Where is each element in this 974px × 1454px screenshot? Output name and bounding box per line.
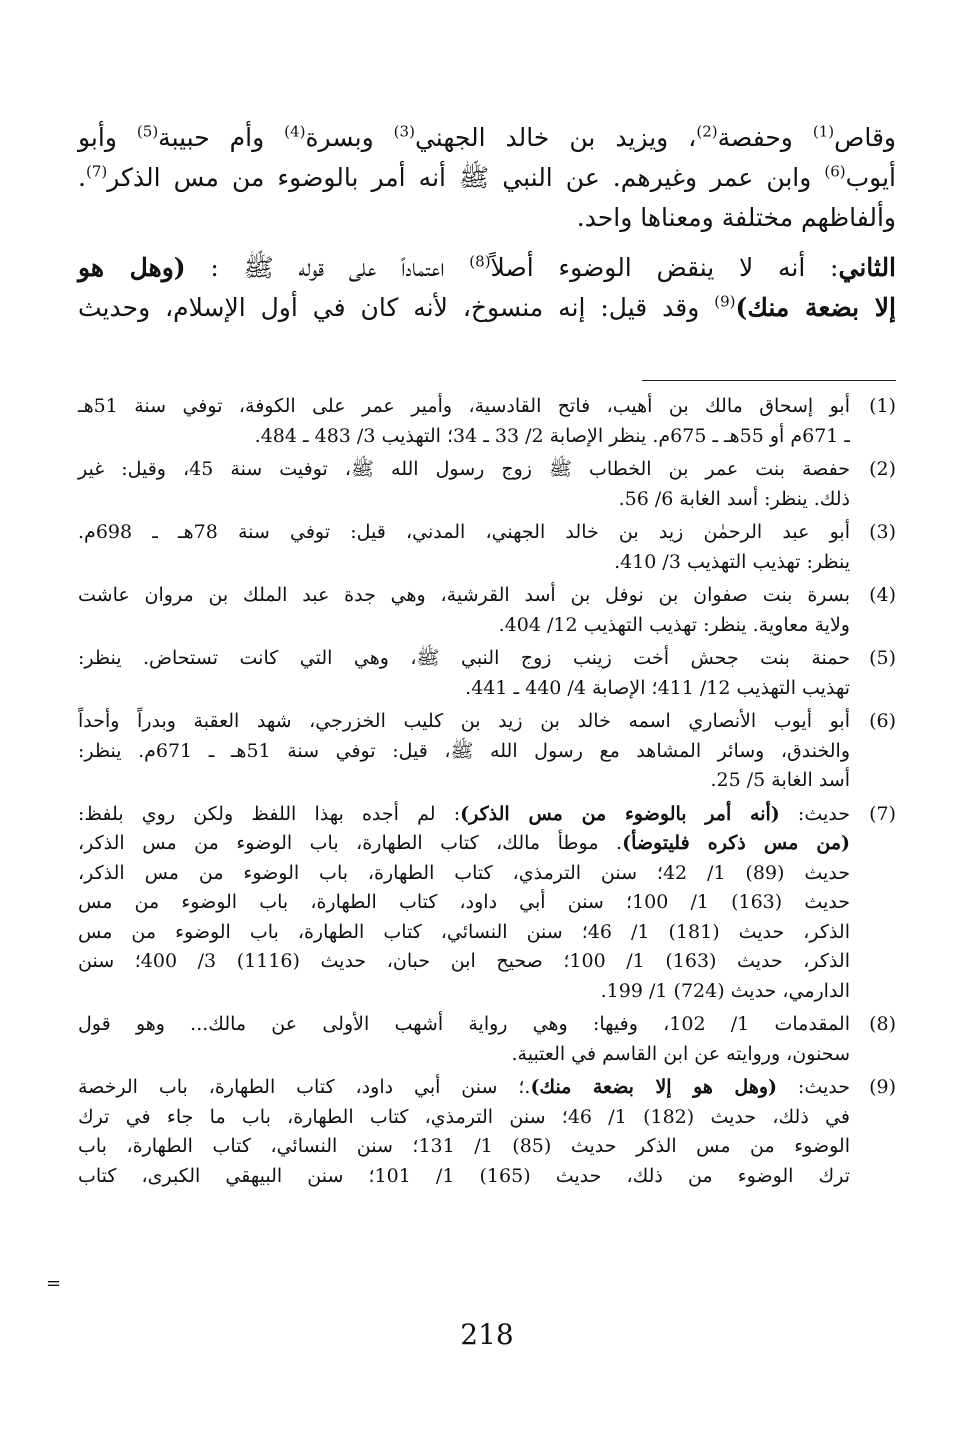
footnote-body [78, 581, 850, 640]
footnote-number: (2) [869, 458, 896, 480]
footnote-number: (6) [869, 710, 896, 732]
footnote-line: حديث: (أنه أمر بالوضوء من مس الذكر): لم أجده بهذا اللفظ ولكن روي بلفظ: [78, 802, 850, 825]
footnote-line: حديث: (وهل هو إلا بضعة منك).؛ سنن أبي داود، كتاب الطهارة، باب الرخصة [78, 1076, 850, 1098]
footnote-8 [78, 1010, 896, 1069]
footnote-line: الدارمي، حديث (724) 1/ 199. [600, 979, 850, 1002]
footnote-1 [78, 392, 896, 451]
text-line: إلا بضعة منك)$^{(9)}$ وقد قيل: إنه منسوخ، لأنه كان في أول الإسلام، وحديث [78, 292, 896, 322]
footnote-5 [78, 644, 896, 703]
footnote-line: أسد الغابة 5/ 25. [710, 769, 850, 791]
footnote-line: حديث (89) 1/ 42؛ سنن الترمذي، كتاب الطهارة، باب الوضوء من مس الذكر، [78, 861, 851, 884]
footnote-line: الذكر، حديث (163) 1/ 100؛ صحيح ابن حبان، حديث (1116) 3/ 400؛ سنن [78, 950, 851, 972]
text-line: وقاص$^{(1)}$ وحفصة$^{(2)}$، ويزيد بن خالد الجهني$^{(3)}$ وبسرة$^{(4)}$ وأم حبيبة$^{(5)}$ وأبو [78, 122, 897, 152]
footnote-line: ولاية معاوية. ينظر: تهذيب التهذيب 12/ 404. [498, 613, 850, 636]
footnote-line: حديث (163) 1/ 100؛ سنن أبي داود، كتاب الطهارة، باب الوضوء من مس [78, 891, 850, 913]
footnote-line: المقدمات 1/ 102، وفيها: وهي رواية أشهب الأولى عن مالك... وهو قول [78, 1013, 850, 1035]
footnote-4 [78, 581, 896, 640]
footnote-line: ينظر: تهذيب التهذيب 3/ 410. [614, 550, 850, 573]
footnote-body [78, 518, 850, 577]
footnote-9 [78, 1073, 896, 1191]
footnotes [78, 392, 896, 1195]
main-text [78, 118, 896, 338]
footnote-line: سحنون، وروايته عن ابن القاسم في العتبية. [511, 1042, 850, 1065]
footnote-body [78, 455, 850, 514]
footnote-line: أبو إسحاق مالك بن أهيب، فاتح القادسية، وأمير عمر على الكوفة، توفي سنة 51هـ [78, 395, 850, 417]
paragraph-1 [78, 118, 896, 238]
footnote-line: بسرة بنت صفوان بن نوفل بن أسد القرشية، وهي جدة عبد الملك بن مروان عاشت [78, 584, 850, 606]
footnote-number: (1) [869, 395, 896, 417]
footnote-2 [78, 455, 896, 514]
footnote-body [78, 707, 850, 796]
footnote-separator [642, 380, 896, 381]
footnote-line: حمنة بنت جحش أخت زينب زوج النبي ﷺ، وهي التي كانت تستحاض. ينظر: [78, 647, 850, 669]
footnote-number: (7) [869, 802, 896, 825]
footnote-line: ذلك. ينظر: أسد الغابة 6/ 56. [618, 487, 850, 510]
text-line: الثاني: أنه لا ينقض الوضوء أصلاً$^{(8)}$ اعتماداً على قوله ﷺ : (وهل هو [78, 252, 897, 282]
footnote-number: (9) [869, 1076, 896, 1098]
continuation-mark: = [46, 1273, 62, 1294]
footnote-6 [78, 707, 896, 796]
footnote-line: ترك الوضوء من ذلك، حديث (165) 1/ 101؛ سنن البيهقي الكبرى، كتاب [78, 1164, 850, 1187]
footnote-body [78, 1073, 850, 1191]
footnote-line: الذكر، حديث (181) 1/ 46؛ سنن النسائي، كتاب الطهارة، باب الوضوء من مس [78, 920, 850, 943]
footnote-number: (8) [869, 1013, 896, 1035]
text-line: أيوب$^{(6)}$ وابن عمر وغيرهم. عن النبي ﷺ أنه أمر بالوضوء من مس الذكر$^{(7)}$. [78, 162, 896, 192]
footnote-3 [78, 518, 896, 577]
footnote-line: حفصة بنت عمر بن الخطاب ﷺ زوج رسول الله ﷺ، توفيت سنة 45، وقيل: غير [78, 458, 850, 480]
footnote-body [78, 392, 850, 451]
footnote-line: والخندق، وسائر المشاهد مع رسول الله ﷺ، قيل: توفي سنة 51هـ ـ 671م. ينظر: [78, 739, 851, 762]
footnote-line: أبو أيوب الأنصاري اسمه خالد بن زيد بن كليب الخزرجي، شهد العقبة وبدراً وأحداً [78, 710, 850, 732]
footnote-body [78, 644, 850, 703]
text-line: وألفاظهم مختلفة ومعناها واحد. [576, 203, 896, 232]
footnote-number: (4) [869, 584, 896, 606]
footnote-7 [78, 800, 896, 1007]
footnote-line: ـ 671م أو 55هـ ـ 675م. ينظر الإصابة 2/ 33 ـ 34؛ التهذيب 3/ 483 ـ 484. [254, 424, 850, 447]
footnote-line: في ذلك، حديث (182) 1/ 46؛ سنن الترمذي، كتاب الطهارة، باب ما جاء في ترك [78, 1105, 850, 1128]
page-number: 218 [460, 1318, 514, 1351]
footnote-line: (من مس ذكره فليتوضأ). موطأ مالك، كتاب الطهارة، باب الوضوء من مس الذكر، [78, 832, 850, 854]
footnote-number: (3) [869, 521, 896, 543]
footnote-line: أبو عبد الرحمٰن زيد بن خالد الجهني، المدني، قيل: توفي سنة 78هـ ـ 698م. [78, 521, 851, 543]
footnote-body [78, 1010, 850, 1069]
footnote-line: الوضوء من مس الذكر حديث (85) 1/ 131؛ سنن النسائي، كتاب الطهارة، باب [78, 1135, 850, 1157]
paragraph-2 [78, 248, 896, 328]
footnote-line: تهذيب التهذيب 12/ 411؛ الإصابة 4/ 440 ـ 441. [465, 676, 850, 699]
footnote-body [78, 800, 850, 1007]
footnote-number: (5) [869, 647, 896, 669]
